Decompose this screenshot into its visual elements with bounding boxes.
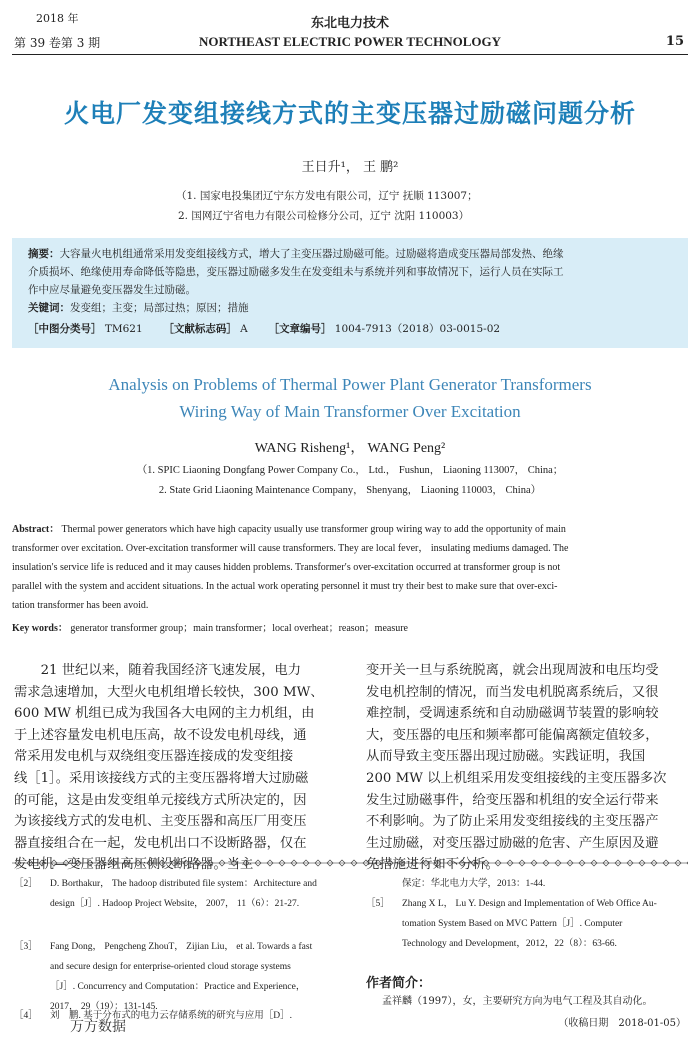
keywords-en-label: Key words： [12, 623, 68, 634]
affiliation-cn-line: 2. 国网辽宁省电力有限公司检修分公司，辽宁 沈阳 110003） [178, 210, 470, 222]
abstract-en-line: transformer over excitation. Over-excitation transformer will cause transformers. They are local fever， insulating mediums damaged. The [12, 543, 569, 554]
abstract-cn-line: 作中应尽量避免变压器发生过励磁。 [28, 284, 196, 296]
body-line: 难控制，受调速系统和自动励磁调节装置的影响较 [366, 706, 659, 722]
body-line: 从而导致主变压器出现过励磁。实践证明，我国 [366, 749, 646, 765]
body-line: 的可能，这是由发变组单元接线方式所决定的，因 [14, 792, 307, 808]
decorative-separator [12, 859, 688, 867]
doc-value: A [240, 323, 248, 335]
references-left: ［2］ D. Borthakur， The hadoop distributed file system：Architecture and design［J］. Hadoop Project Website， 2007， 11（6）：21-27. ［3］ Fang Dong， Pengcheng ZhouT， Zijian Liu， et al. Towards a fast and secure design for enterprise-oriented cloud storage systems ［J］. Concurrency and Computation：Practice and Experience， 2017， 29（19）：131-145. ［4］ 刘 鹏. 基于分布式的电力云存储系统的研究与应用［D］. [14, 874, 344, 1024]
body-line: 需求急速增加，大型火电机组增长较快，300 MW、 [14, 684, 324, 700]
author-intro-label: 作者简介： [366, 976, 432, 991]
paper-title-cn: 火电厂发变组接线方式的主变压器过励磁问题分析 [63, 99, 636, 128]
classification-line [28, 320, 678, 338]
reference-continuation: 保定：华北电力大学，2013：1-44. [402, 879, 546, 889]
abstract-en-line: tation transformer has been avoid. [12, 600, 149, 611]
journal-name-cn: 东北电力技术 [310, 16, 389, 31]
affiliations-cn [176, 186, 478, 226]
body-line: 发电机控制的情况，而当发电机脱离系统后，又很 [366, 684, 659, 700]
paper-title-en-line: Analysis on Problems of Thermal Power Plant Generator Transformers [108, 375, 592, 394]
affiliation-en-line: 2. State Grid Liaoning Maintenance Company， Shenyang， Liaoning 110003， China） [158, 485, 542, 496]
paper-title-en-line: Wiring Way of Main Transformer Over Excitation [179, 402, 521, 421]
author-intro-text: 孟祥麟（1997），女，主要研究方向为电气工程及其自动化。 [382, 996, 653, 1007]
body-line: 常采用发电机与双绕组变压器连接成的发变组接 [14, 749, 294, 765]
body-line: 大，变压器的电压和频率都可能偏离额定值较多， [366, 727, 659, 743]
keywords-cn-label: 关键词： [28, 302, 70, 314]
abstract-en-label: Abstract： [12, 524, 60, 535]
page-number: 15 [665, 34, 684, 49]
received-date: （收稿日期 2018-01-05） [558, 1018, 686, 1029]
body-line: 生过励磁，对变压器过励磁的危害、产生原因及避 [366, 835, 659, 851]
article-label: ［文章编号］ [268, 323, 332, 335]
watermark: 万方数据 [70, 1019, 126, 1035]
body-line: 发生过励磁事件，给变压器和机组的安全运行带来 [366, 792, 659, 808]
body-line: 不利影响。为了防止采用发变组接线的主变压器产 [366, 814, 659, 830]
body-line: 变开关一旦与系统脱离，就会出现周波和电压均受 [366, 663, 659, 678]
reference-number: ［3］ [14, 942, 38, 952]
reference-number: ［5］ [366, 899, 390, 909]
header-rule [12, 54, 688, 55]
clc-value: TM621 [104, 323, 143, 335]
reference-number: ［4］ [14, 1011, 38, 1021]
abstract-en-line: Abstract： Thermal power generators which have high capacity usually use transformer group wiring way to add the opportunity of main [12, 524, 566, 535]
abstract-en-line: parallel with the system and accident situations. In the actual work operating personnel it must try their best to make sure that over-exci- [12, 581, 558, 592]
reference-number: ［2］ [14, 879, 38, 889]
body-column-right [366, 660, 688, 876]
header-volume: 第 39 卷第 3 期 [14, 36, 101, 50]
abstract-cn-line: 摘要：大容量火电机组通常采用发变组接线方式，增大了主变压器过励磁可能。过励磁将造成变压器局部发热、绝缘 [28, 248, 564, 260]
body-line: 600 MW 机组已成为我国各大电网的主力机组，由 [14, 706, 315, 722]
clc-label: ［中图分类号］ [28, 323, 102, 335]
journal-name-en: NORTHEAST ELECTRIC POWER TECHNOLOGY [198, 34, 502, 49]
abstract-cn-label: 摘要： [28, 248, 60, 260]
keywords-cn: 关键词：发变组；主变；局部过热；原因；措施 [28, 302, 249, 314]
abstract-en-line: insulation′s service life is reduced and it may causes hidden problems. Transformer′s over-excitation occurred at transformer group is not [12, 562, 561, 573]
doc-label: ［文献标志码］ [163, 323, 237, 335]
body-line: 为该接线方式的发电机、主变压器和高压厂用变压 [14, 814, 307, 830]
affiliation-cn-line: （1. 国家电投集团辽宁东方发电有限公司，辽宁 抚顺 113007； [176, 190, 478, 202]
keywords-en: Key words： generator transformer group；main transformer；local overheat；reason；measure [12, 623, 408, 634]
authors-en: WANG Risheng¹， WANG Peng² [254, 441, 446, 456]
body-line: 于上述容量发电机电压高，故不设发电机母线，通 [14, 727, 307, 743]
affiliation-en-line: （1. SPIC Liaoning Dongfang Power Company Co.， Ltd.， Fushun， Liaoning 113007， China； [136, 465, 564, 476]
authors-cn: 王日升¹， 王 鹏² [301, 160, 399, 175]
abstract-cn-line: 介质损坏、绝缘使用寿命降低等隐患，变压器过励磁多发生在发变组未与系统并列和事故情况下，运行人员在实际工 [28, 266, 564, 278]
body-line: 器直接组合在一起，发电机出口不设断路器，仅在 [14, 835, 307, 851]
article-value: 1004-7913（2018）03-0015-02 [334, 323, 501, 335]
header-year: 2018 年 [36, 12, 79, 25]
body-column-left [14, 660, 336, 876]
body-line: 线［1］。采用该接线方式的主变压器将增大过励磁 [14, 770, 309, 786]
body-line: 21 世纪以来，随着我国经济飞速发展，电力 [14, 663, 302, 678]
body-line: 200 MW 以上机组采用发变组接线的主变压器多次 [366, 770, 667, 786]
references-right: 保定：华北电力大学，2013：1-44. ［5］ Zhang X L， Lu Y. Design and Implementation of Web Office Au- tomation System Based on MVC Pattern［J］. Computer Technology and Development，2012，22（8）：63-66. [366, 874, 688, 954]
